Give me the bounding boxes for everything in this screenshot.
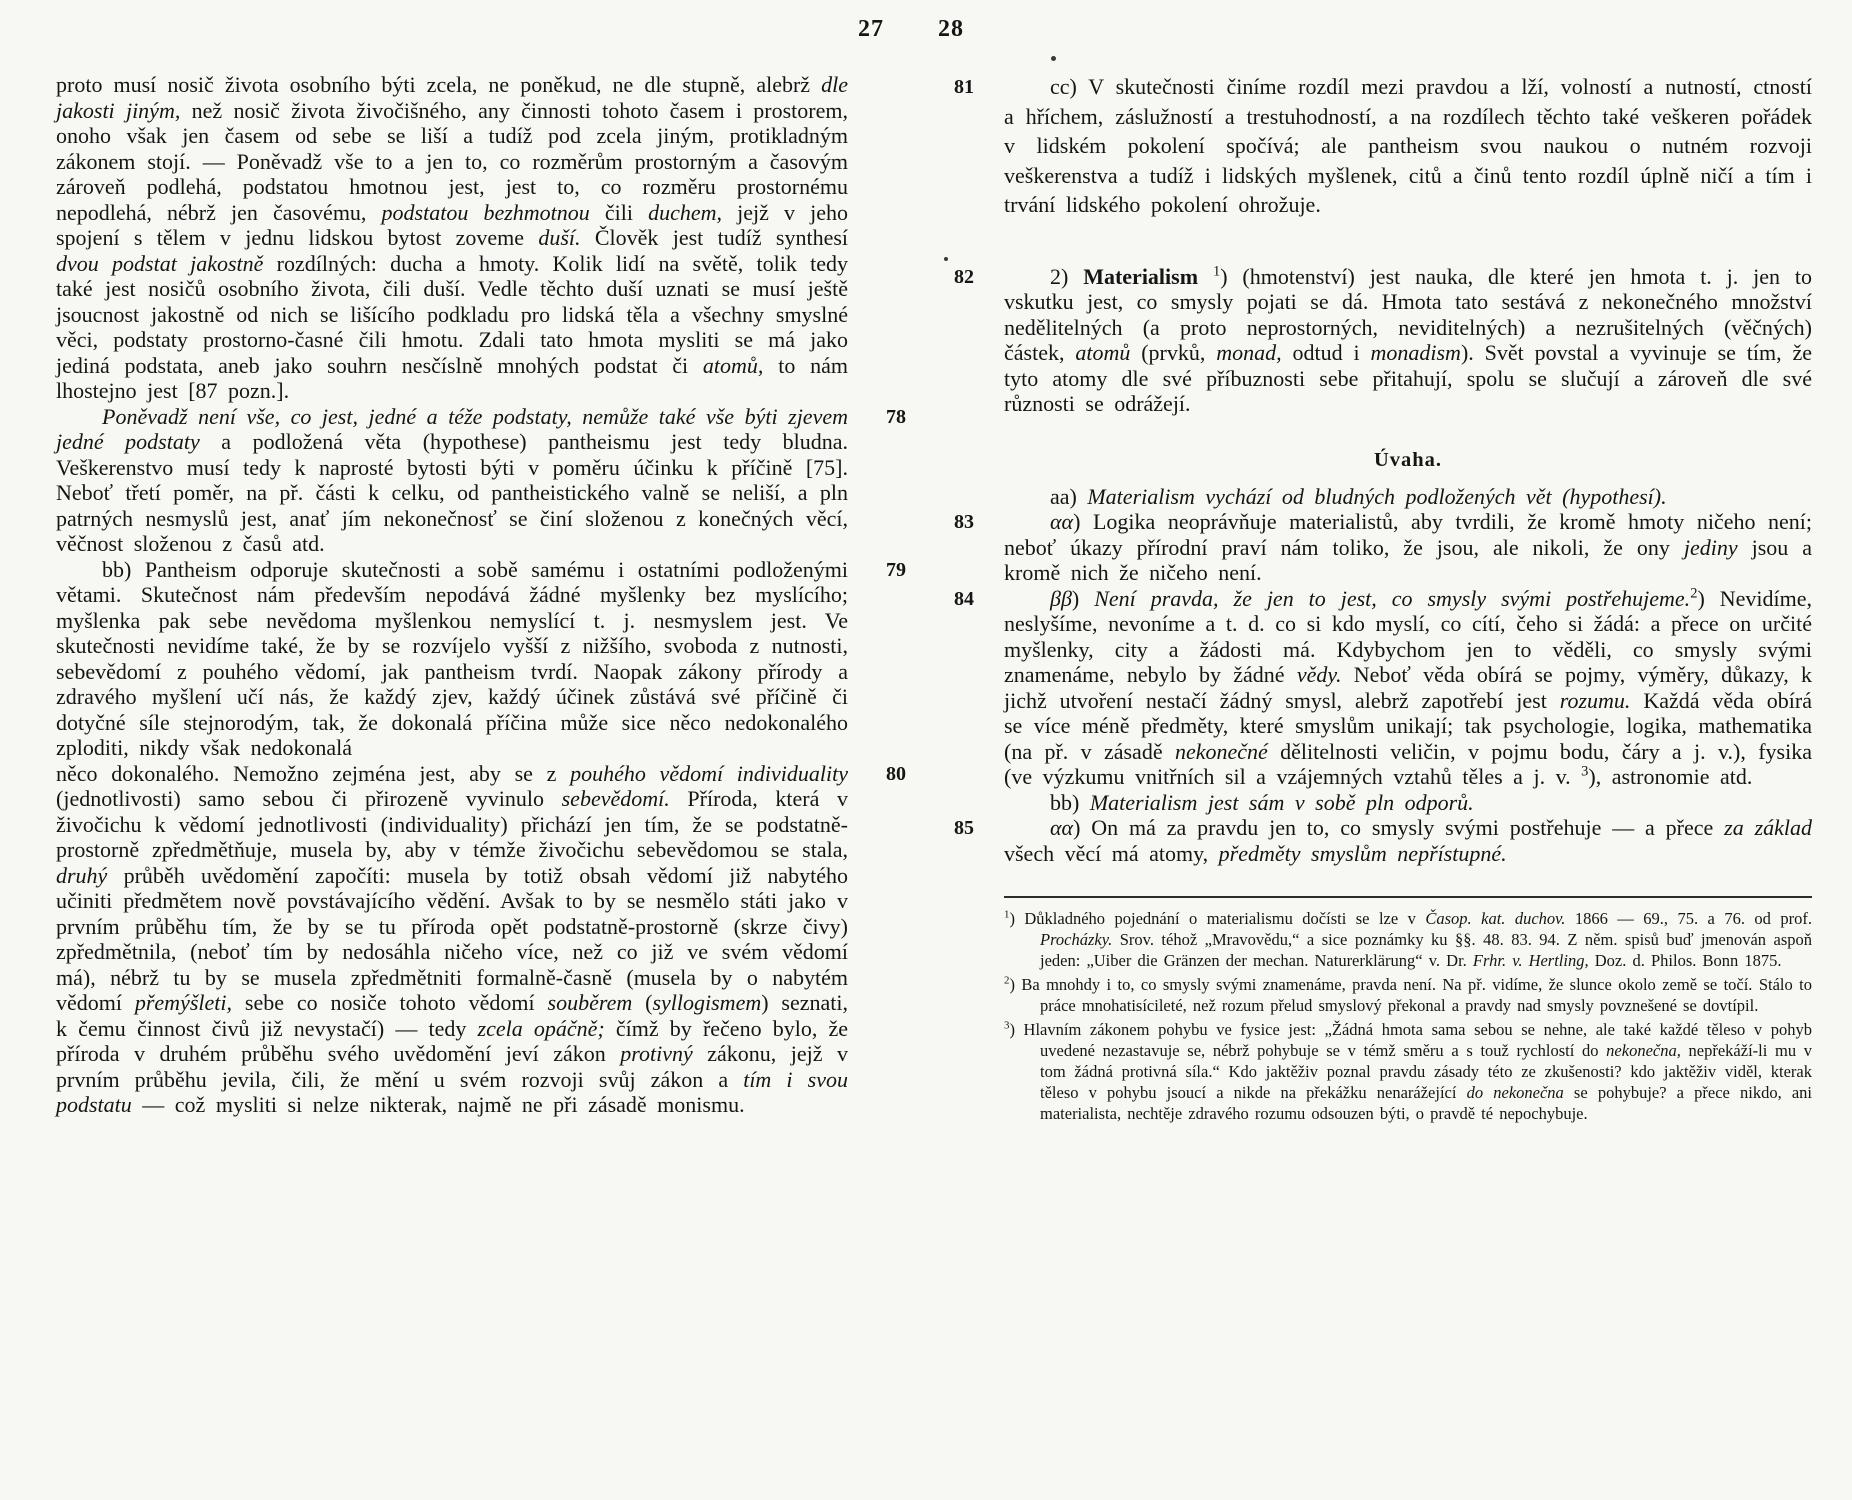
text-segment: Procházky. <box>1040 930 1113 949</box>
text-segment: atomů, <box>702 352 764 378</box>
text-segment: ) On má za pravdu jen to, co smysly svými postřehuje — a přece <box>1073 815 1725 840</box>
footnote-1 <box>1004 908 1812 971</box>
margin-section-number: 84 <box>954 587 974 610</box>
margin-section-number: 78 <box>886 405 906 428</box>
text-segment: Materialism jest sám v sobě pln odporů. <box>1089 789 1474 815</box>
text-segment: Materialism <box>1083 263 1199 289</box>
text-segment: proto musí nosič života osobního býti zcela, ne poněkud, ne dle stupně, alebrž <box>56 72 822 97</box>
text-segment: monad, <box>1216 340 1282 365</box>
text-segment: předměty smyslům nepřístupné. <box>1218 840 1507 866</box>
paragraph-78 <box>56 403 906 557</box>
text-segment: dvou podstat jakostně <box>56 250 264 276</box>
text-segment: čili <box>589 199 649 225</box>
text-segment: nekonečné <box>1174 738 1268 764</box>
text-segment: jejž v jeho spojení s tělem v jednu lidskou bytost zoveme <box>56 199 848 250</box>
text-segment: zákonu, jejž v prvním průběhu jevila, čili, že mění u svém rozvoji svůj zákon a <box>56 1041 848 1092</box>
text-segment: pouhého vědomí individuality <box>570 760 848 786</box>
scan-speck <box>1051 56 1056 61</box>
text-segment: ) (hmotenství) jest nauka, dle které jen hmota t. j. jen to vskutku jest, co smysly pojati se dá. Hmota tato sestává z nekonečného množství nedělitelných (a proto neprostorných, neviditelných) a nezrušitelných (věčných) částek, <box>1004 263 1813 365</box>
text-segment: atomů <box>1075 340 1131 365</box>
paragraph-84 <box>954 585 1813 790</box>
margin-section-number: 85 <box>954 817 974 839</box>
footnote-marker: 3 <box>1581 763 1589 780</box>
text-segment: než nosič života živočišného, any činnosti tohoto časem i prostorem, onoho však jen časem od sebe se liší a tudíž pod zcela jiným, protikladným zákonem stojí. — Poněvadž vše to a jen to, co rozměrům prostorným a časovým zároveň podlehá, podstatou hmotnou jest, jest to, co rozměru prostornému nepodlehá, nébrž jen časovému, <box>56 97 848 225</box>
text-segment: odtud i <box>1281 340 1371 365</box>
text-segment: ) Hlavním zákonem pohybu ve fysice jest: „Žádná hmota sama sebou se nehne, ale také každé těleso v pohyb uvedené nezastavuje se, nébrž pohybuje se v témž směru a s touž rychlostí do <box>1009 1020 1812 1060</box>
text-segment: tím i svou podstatu <box>56 1066 848 1117</box>
continuation-paragraph <box>56 72 848 404</box>
right-page-paragraphs <box>954 72 1813 866</box>
text-segment: Příroda, která v živočichu k vědomí jednotlivosti (individuality) přichází jen tím, že se podstatně-prostorně zpředmětňuje, musela by, aby v témže živočichu sebevědomou se stala, <box>56 786 849 862</box>
footnote-2 <box>1004 974 1812 1016</box>
text-segment: něco dokonalého. Nemožno zejména jest, aby se z <box>56 760 571 786</box>
text-segment: dělitelnosti veličin, v pojmu bodu, čáry a j. v.), fysika (ve výzkumu vnitřních sil a vzájemných vztahů těles a j. v. <box>1004 738 1812 789</box>
paragraph-aa <box>1004 484 1812 510</box>
page-number-right: 28 <box>938 16 964 42</box>
text-segment: Neboť věda obírá se pojmy, výměry, důkazy, k jichž utvoření nestačí žádný smysl, alebrž zapotřebí jest <box>1004 662 1813 713</box>
footnote-marker: 2 <box>1004 974 1010 987</box>
paragraph-bb <box>1004 790 1812 816</box>
paragraph-82-materialism <box>954 263 1813 417</box>
margin-section-number: 82 <box>954 265 974 288</box>
text-segment: Úvaha. <box>1373 448 1443 471</box>
text-segment: Není pravda, že jen to jest, co smysly svými postřehujeme. <box>1094 585 1691 611</box>
text-segment: dle jakosti jiným, <box>56 72 848 123</box>
text-segment: aa) <box>1050 483 1088 509</box>
footnote-marker: 1 <box>1004 908 1010 921</box>
text-segment: druhý <box>56 862 108 888</box>
text-segment: 1866 — 69., 75. a 76. od prof. <box>1565 909 1812 928</box>
margin-section-number: 83 <box>954 511 974 533</box>
text-segment: zcela opáčně; <box>477 1015 605 1041</box>
text-segment: Každá věda obírá se více méně předměty, které smyslům unikají; tak psychologie, logika, mathematika (na př. v zásadě <box>1004 687 1813 764</box>
footnote-marker: 2 <box>1690 585 1698 602</box>
text-segment: za základ <box>1724 815 1813 840</box>
text-segment: přemýšleti, <box>134 990 233 1015</box>
text-segment: nepřekáží-li mu v tom žádná protivná síla.“ Kdo jaktěživ poznal pravdu zásady této ze zkušenosti? kdo jaktěživ viděl, kterak těleso v pohybu jsoucí a nikde na překážku nenarážející <box>1040 1041 1813 1102</box>
text-segment: cc) V skutečnosti činíme rozdíl mezi pravdou a lží, volností a nutností, ctností a hříchem, záslužností a trestuhodností, a na rozdílech těchto také veškeren pořádek v lidském pokolení spočívá; ale pantheism svou naukou o nutném rozvoji veškerenstva a tudíž i lidských myšlenek, citů a činů tento rozdíl úplně ničí a tím i trvání lidského pokolení ohrožuje. <box>1004 74 1812 217</box>
paragraph-79 <box>56 556 906 761</box>
text-segment: a podložená věta (hypothese) pantheismu jest tedy bludna. Veškerenstvo musí tedy k naprosté bytosti býti v poměru účinku k příčině [75]. Neboť třetí poměr, na př. části k celku, od pantheistického valně se neliší, a pln patrných nesmyslů jest, anať jím nekonečnosť se činí složenou z konečných věcí, věčnost složenou z časů atd. <box>56 429 848 556</box>
text-segment: monadism <box>1370 340 1461 365</box>
text-segment: ) Důkladného pojednání o materialismu dočísti se lze v <box>1009 909 1426 928</box>
text-segment: duchem, <box>648 199 723 225</box>
text-segment: ) <box>1071 585 1095 611</box>
margin-section-number: 79 <box>886 558 906 581</box>
text-segment: ββ <box>1050 585 1072 611</box>
text-segment: Časop. kat. duchov. <box>1425 909 1566 928</box>
text-segment: Srov. téhož „Mravovědu,“ a sice poznámky ku §§. 48. 83. 94. Z něm. spisů buď jmenován aspoň jeden: „Uiber die Gränzen der mechan. Naturerklärung“ v. Dr. <box>1040 930 1812 970</box>
text-segment: ) seznati, k čemu činnost čivů již nevystačí) — tedy <box>56 990 848 1041</box>
margin-section-number: 80 <box>886 762 906 785</box>
text-segment: všech věcí má atomy, <box>1004 840 1219 866</box>
right-page-text-column <box>954 72 1813 1127</box>
text-segment: jediny <box>1683 534 1738 560</box>
text-segment: (jednotlivosti) samo sebou či přirozeně vyvinulo <box>56 786 562 811</box>
text-segment: Člověk jest tudíž synthesí <box>580 225 849 250</box>
text-segment <box>1198 264 1213 289</box>
paragraph-81 <box>954 72 1812 220</box>
text-segment: bb) <box>1050 789 1090 815</box>
paragraph-80 <box>56 760 906 1118</box>
text-segment: αα <box>1050 815 1074 840</box>
text-segment: Poněvadž není vše, co jest, jedné a téže podstaty, nemůže také vše býti zjevem jedné podstaty <box>56 403 848 454</box>
text-segment: podstatou bezhmotnou <box>381 199 590 225</box>
text-segment: αα <box>1050 509 1074 534</box>
text-segment: ( <box>632 990 653 1015</box>
paragraph-83 <box>954 509 1812 586</box>
paragraph-85 <box>954 815 1813 866</box>
text-segment: průběh uvědomění započíti: musela by totiž obsah vědomí již nabytého učiniti předmětem nově povstávajícího vědění. Avšak to by se nesmělo státi jako v prvním průběhu tím, že by se tu příroda opět podstatně-prostorně (skrze čivy) zpředmětnila, (neboť tím by nedosáhla ničeho více, než co již ve svém vědomí má), nébrž tu by se musela zpředmětniti formalně-časně (musela by o nabytém vědomí <box>56 862 848 1015</box>
footnote-divider <box>1004 896 1812 898</box>
text-segment: duší. <box>538 225 581 250</box>
text-segment: (prvků, <box>1130 340 1217 365</box>
text-segment: ). Svět povstal a vyvinuje se tím, že tyto atomy dle své příbuznosti sebe přitahují, spolu se slučují a zároveň dle své různosti se odrážejí. <box>1004 340 1813 416</box>
scan-speck <box>944 257 948 261</box>
page-number-left: 27 <box>858 16 884 42</box>
text-segment: protivný <box>620 1041 693 1066</box>
margin-section-number: 81 <box>954 76 974 98</box>
text-segment: nekonečna, <box>1606 1041 1681 1060</box>
text-segment: vědy. <box>1296 662 1342 687</box>
footnote-marker: 3 <box>1004 1019 1010 1032</box>
text-segment: souběrem <box>547 990 633 1015</box>
text-segment: sebevědomí. <box>561 786 670 811</box>
text-segment: rozumu. <box>1559 687 1631 713</box>
text-segment: se pohybuje? a přece nikdo, ani materialista, nechtěje zdravého rozumu odsouzen býti, o pravdě té nepochybuje. <box>1040 1083 1813 1123</box>
text-segment: ) Logika neoprávňuje materialistů, aby tvrdili, že kromě hmoty ničeho není; neboť úkazy přírodní praví nám toliko, že jsou, ale nikoli, že ony <box>1004 509 1812 560</box>
text-segment: Materialism vychází od bludných podložených vět (hypothesí). <box>1087 483 1667 509</box>
text-segment: to nám lhostejno jest [87 pozn.]. <box>56 352 848 403</box>
text-segment: jsou a kromě nich že ničeho není. <box>1004 534 1812 585</box>
text-segment: čímž by řečeno bylo, že příroda v druhém průběhu svého uvědomění jeví zákon <box>56 1015 849 1066</box>
text-segment: bb) Pantheism odporuje skutečnosti a sobě samému i ostatními podloženými větami. Skutečnost nám především nepodává žádné myšlenky bez myslícího; myšlenka pak sebe nevědoma myšlenkou nemyslící t. j. nesmyslem jest. Ve skutečnosti nevidíme také, že by se rozvíjelo vyšší z nižšího, svoboda z nutnosti, sebevědomí z pouhého vědomí, jak pantheism tvrdí. Naopak zákony přírody a zdravého myšlení učí nás, že každý zjev, každý účinek zůstává své příčině či dotyčné síle stejnorodým, tak, že dokonalá příčina může sice něco nedokonalého zploditi, nikdy však nedokonalá <box>56 556 848 760</box>
text-segment: syllogismem <box>652 990 762 1015</box>
text-segment: 2) <box>1050 263 1084 289</box>
text-segment: ) Nevidíme, neslyšíme, nevoníme a t. d. co si kdo myslí, co cítí, čeho si žádá: a přece on určité myšlenky, city a žádosti má. Kdybychom jen to věděli, co smysly svými znamenáme, nebylo by žádné <box>1004 585 1812 687</box>
left-page-text-column <box>56 72 906 1118</box>
heading-uvaha <box>1004 449 1812 472</box>
footnote-marker: 1 <box>1212 263 1221 280</box>
text-segment: Frhr. v. Hertling, <box>1472 951 1589 970</box>
text-segment: ), astronomie atd. <box>1588 764 1753 789</box>
text-segment: ) Ba mnohdy i to, co smysly svými znamenáme, pravda není. Na př. vidíme, že slunce okolo země se točí. Stálo to práce mnohatisícileté, než rozum přelud smyslový překonal a pravdy nad smysly povznešené se dovtípil. <box>1009 975 1812 1015</box>
text-segment: — což mysliti si nelze nikterak, najmě ne při zásadě monismu. <box>131 1092 745 1117</box>
text-segment: sebe co nosiče tohoto vědomí <box>232 990 548 1015</box>
text-segment: do nekonečna <box>1466 1083 1564 1102</box>
footnote-3 <box>1004 1019 1812 1124</box>
text-segment: rozdílných: ducha a hmoty. Kolik lidí na světě, tolik tedy také jest nosičů osobního života, čili duší. Vedle těchto duší uznati se musí ještě jsoucnost jakostně od nich se lišícího podkladu pro lidská těla a všechny smyslné věci, podstaty prostorno-časné čili hmotu. Zdali tato hmota mysliti se má jako jediná podstata, aneb jako souhrn nesčíslně mnohých podstat či <box>56 250 848 378</box>
text-segment: Doz. d. Philos. Bonn 1875. <box>1588 951 1782 970</box>
footnotes-block <box>1004 908 1812 1124</box>
